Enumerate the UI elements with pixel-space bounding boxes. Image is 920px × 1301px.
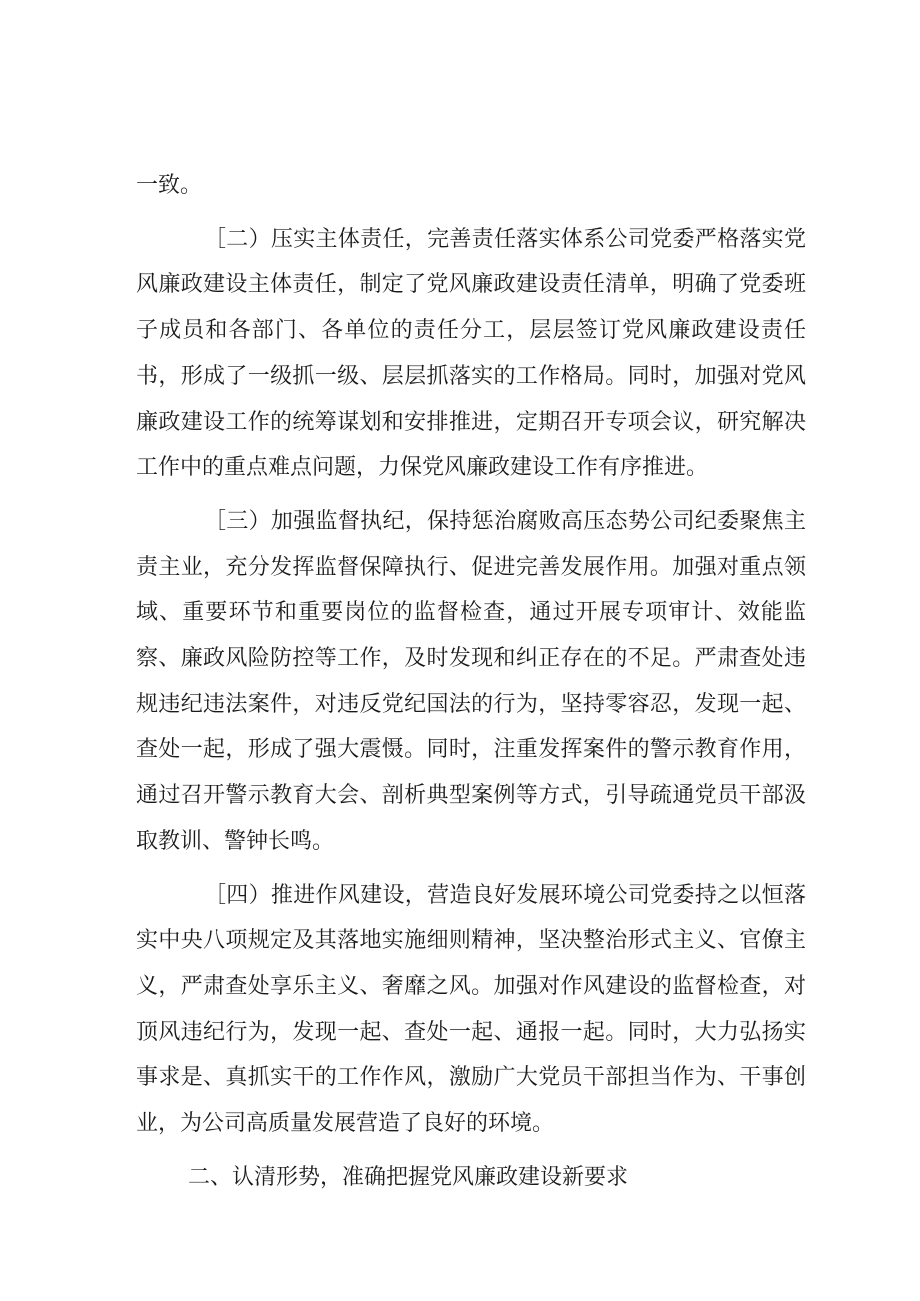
section-heading: 二、认清形势，准确把握党风廉政建设新要求 bbox=[188, 1164, 629, 1190]
document-body bbox=[136, 163, 806, 1200]
continuation-paragraph: 一致。 bbox=[136, 173, 203, 198]
section-2-paragraph: ［二）压实主体责任，完善责任落实体系公司党委严格落实党风廉政建设主体责任，制定了党风廉政建设责任清单，明确了党委班子成员和各部门、各单位的责任分工，层层签订党风廉政建设责任书，形成了一级抓一级、层层抓落实的工作格局。同时，加强对党风廉政建设工作的统筹谋划和安排推进，定期召开专项会议，研究解决工作中的重点难点问题，力保党风廉政建设工作有序推进。 bbox=[136, 226, 806, 481]
section-3-paragraph: ［三）加强监督执纪，保持惩治腐败高压态势公司纪委聚焦主责主业，充分发挥监督保障执行、促进完善发展作用。加强对重点领域、重要环节和重要岗位的监督检查，通过开展专项审计、效能监察、廉政风险防控等工作，及时发现和纠正存在的不足。严肃查处违规违纪违法案件，对违反党纪国法的行为，坚持零容忍，发现一起、查处一起，形成了强大震慑。同时，注重发挥案件的警示教育作用，通过召开警示教育大会、剖析典型案例等方式，引导疏通党员干部汲取教训、警钟长鸣。 bbox=[136, 508, 806, 854]
section-4-paragraph: ［四）推进作风建设，营造良好发展环境公司党委持之以恒落实中央八项规定及其落地实施细则精神，坚决整治形式主义、官僚主义，严肃查处享乐主义、奢靡之风。加强对作风建设的监督检查，对顶风违纪行为，发现一起、查处一起、通报一起。同时，大力弘扬实事求是、真抓实干的工作作风，激励广大党员干部担当作为、干事创业，为公司高质量发展营造了良好的环境。 bbox=[136, 882, 806, 1137]
